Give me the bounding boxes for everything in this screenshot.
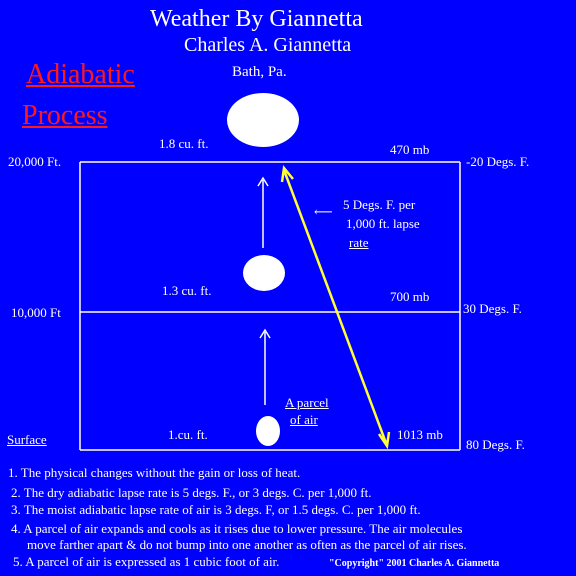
parcel-annotation-line2: of air bbox=[290, 412, 318, 427]
altitude-label-surface: Surface bbox=[7, 432, 47, 447]
volume-label-bottom: 1.cu. ft. bbox=[168, 427, 208, 442]
topic-process: Process bbox=[22, 100, 108, 131]
altitude-label-top: 20,000 Ft. bbox=[8, 154, 62, 169]
volume-label-top: 1.8 cu. ft. bbox=[159, 136, 209, 151]
copyright-notice: "Copyright" 2001 Charles A. Giannetta bbox=[329, 558, 500, 569]
rise-arrow-lower bbox=[260, 330, 270, 405]
note-4: 4. A parcel of air expands and cools as it rises due to lower pressure. The air molecules bbox=[11, 521, 463, 536]
location-label: Bath, Pa. bbox=[232, 64, 287, 80]
rise-arrow-upper bbox=[258, 178, 268, 248]
note-2: 2. The dry adiabatic lapse rate is 5 degs. F., or 3 degs. C. per 1,000 ft. bbox=[11, 485, 372, 500]
parcel-bottom bbox=[256, 416, 280, 446]
temperature-label-middle: 30 Degs. F. bbox=[463, 301, 522, 316]
volume-label-middle: 1.3 cu. ft. bbox=[162, 283, 212, 298]
pressure-label-top: 470 mb bbox=[390, 142, 430, 157]
parcel-middle bbox=[243, 255, 285, 291]
pressure-label-middle: 700 mb bbox=[390, 289, 430, 304]
temperature-label-top: -20 Degs. F. bbox=[466, 154, 530, 169]
page-title: Weather By Giannetta bbox=[150, 6, 363, 32]
note-3: 3. The moist adiabatic lapse rate of air is 3 degs. F, or 1.5 degs. C. per 1,000 ft. bbox=[11, 502, 421, 517]
lapse-note-line3: rate bbox=[349, 235, 369, 250]
note-4-continued: move farther apart & do not bump into one another as often as the parcel of air rises. bbox=[27, 537, 467, 552]
author-name: Charles A. Giannetta bbox=[184, 34, 352, 56]
parcel-top bbox=[227, 93, 299, 147]
temperature-label-bottom: 80 Degs. F. bbox=[466, 437, 525, 452]
note-5: 5. A parcel of air is expressed as 1 cubic foot of air. bbox=[13, 554, 280, 569]
lapse-note-line1: 5 Degs. F. per bbox=[343, 197, 416, 212]
left-arrow-icon: ⟵ bbox=[314, 204, 333, 219]
pressure-label-bottom: 1013 mb bbox=[397, 427, 443, 442]
lapse-note-line2: 1,000 ft. lapse bbox=[346, 216, 420, 231]
parcel-annotation-line1: A parcel bbox=[285, 395, 329, 410]
topic-adiabatic: Adiabatic bbox=[26, 59, 135, 90]
altitude-label-middle: 10,000 Ft bbox=[11, 305, 61, 320]
note-1: 1. The physical changes without the gain or loss of heat. bbox=[8, 465, 301, 480]
